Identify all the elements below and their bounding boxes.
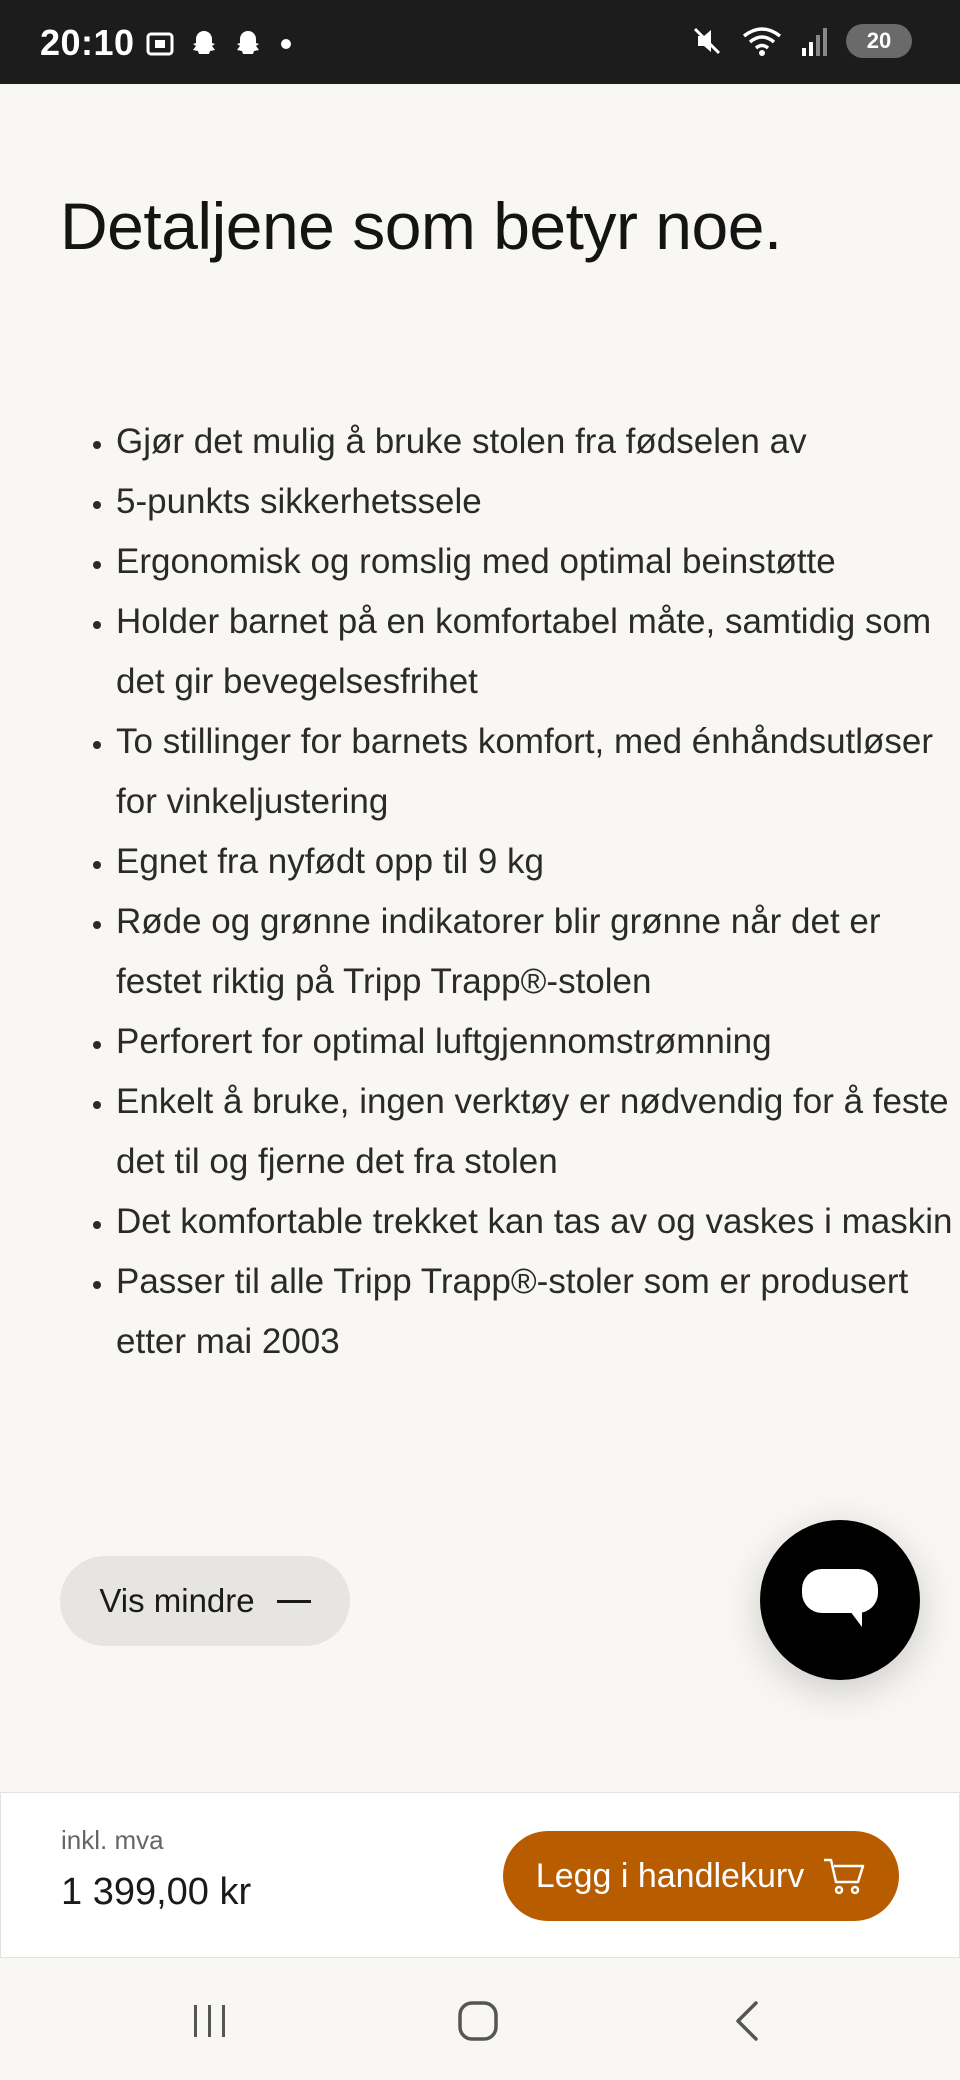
list-item: • Perforert for optimal luftgjennomstrømning xyxy=(116,1012,956,1072)
list-item: • Egnet fra nyfødt opp til 9 kg xyxy=(116,832,956,892)
show-less-label: Vis mindre xyxy=(99,1582,255,1619)
dot-icon xyxy=(276,28,296,60)
list-item: • Passer til alle Tripp Trapp®-stoler som er produsert etter mai 2003 xyxy=(116,1252,956,1372)
back-icon xyxy=(728,1997,768,2045)
add-to-cart-label: Legg i handlekurv xyxy=(535,1856,805,1895)
list-item: • 5-punkts sikkerhetssele xyxy=(116,472,956,532)
signal-icon xyxy=(800,24,830,58)
status-right-icons xyxy=(690,24,912,58)
chat-bubble-icon xyxy=(800,1565,880,1635)
list-item: • Det komfortable trekket kan tas av og vaskes i maskin xyxy=(116,1192,956,1252)
minus-icon xyxy=(277,1600,311,1603)
vat-label: inkl. mva xyxy=(61,1825,164,1855)
list-item: • Gjør det mulig å bruke stolen fra fødselen av xyxy=(116,412,956,472)
recent-apps-icon xyxy=(188,2001,232,2041)
purchase-bar xyxy=(0,1792,960,1958)
page-title: Detaljene som betyr noe. xyxy=(60,189,782,263)
battery-level: 20 xyxy=(866,28,892,53)
navigation-bar xyxy=(0,1958,960,2080)
chat-button[interactable] xyxy=(760,1520,920,1680)
home-icon xyxy=(454,1997,502,2045)
status-left-icons xyxy=(144,28,296,60)
list-item: • Røde og grønne indikatorer blir grønne når det er festet riktig på Tripp Trapp®-stolen xyxy=(116,892,956,1012)
screenshot-icon xyxy=(144,28,176,60)
show-less-button[interactable] xyxy=(60,1556,350,1646)
price: 1 399,00 kr xyxy=(61,1871,252,1913)
home-button[interactable] xyxy=(448,1996,508,2046)
snapchat-icon xyxy=(232,28,264,60)
battery-icon xyxy=(846,24,912,58)
list-item: • To stillinger for barnets komfort, med énhåndsutløser for vinkeljustering xyxy=(116,712,956,832)
wifi-icon xyxy=(740,24,784,58)
add-to-cart-button[interactable] xyxy=(503,1831,899,1921)
cart-icon xyxy=(822,1856,866,1896)
status-time: 20:10 xyxy=(40,22,135,63)
list-item: • Holder barnet på en komfortabel måte, samtidig som det gir bevegelsesfrihet xyxy=(116,592,956,712)
list-item: • Ergonomisk og romslig med optimal beinstøtte xyxy=(116,532,956,592)
back-button[interactable] xyxy=(718,1996,778,2046)
snapchat-icon xyxy=(188,28,220,60)
mute-icon xyxy=(690,24,724,58)
recent-apps-button[interactable] xyxy=(180,1996,240,2046)
feature-list xyxy=(84,412,956,1372)
status-bar xyxy=(0,0,960,84)
list-item: • Enkelt å bruke, ingen verktøy er nødvendig for å feste det til og fjerne det fra stolen xyxy=(116,1072,956,1192)
